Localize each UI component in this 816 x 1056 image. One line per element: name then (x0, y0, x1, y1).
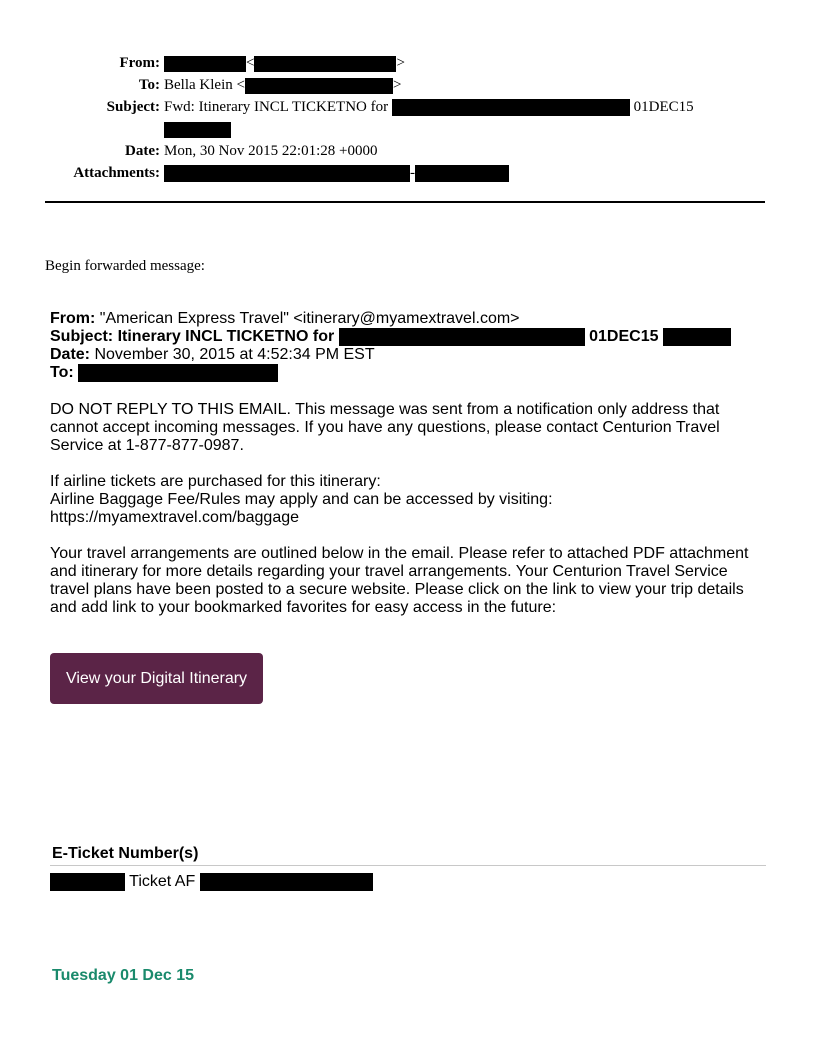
subject-label: Subject: (106, 99, 160, 115)
attachments-label: Attachments: (73, 165, 160, 181)
subject-row (0, 96, 816, 118)
subject-value: Fwd: Itinerary INCL TICKETNO for 01DEC15 (164, 99, 694, 115)
fwd-from-row (50, 310, 731, 328)
eticket-row (50, 873, 373, 891)
fwd-from-label: From: (50, 310, 96, 327)
email-header (0, 52, 816, 184)
baggage-paragraph: If airline tickets are purchased for this itinerary: Airline Baggage Fee/Rules may apply and can be accessed by visiting: https://myamextravel.com/baggage (50, 473, 766, 527)
fwd-subject-row: Subject: Itinerary INCL TICKETNO for 01DEC15 (50, 328, 731, 346)
fwd-subject-label: Subject: (50, 328, 114, 346)
view-itinerary-button[interactable]: View your Digital Itinerary (50, 653, 263, 704)
ticket-text: Ticket AF (129, 873, 196, 891)
attachments-row (0, 162, 816, 184)
to-row (0, 74, 816, 96)
arrangements-paragraph: Your travel arrangements are outlined below in the email. Please refer to attached PDF attachment and itinerary for more details regarding your travel arrangements. Your Centurion Travel Service travel plans have been posted to a secure website. Please click on the link to view your trip details and add link to your bookmarked favorites for easy access in the future: (50, 545, 749, 616)
redacted-ticket-holder (50, 873, 125, 891)
from-label: From: (119, 55, 160, 71)
fwd-date-row (50, 346, 731, 364)
date-row (0, 140, 816, 162)
date-label: Date: (125, 143, 160, 159)
fwd-to-label: To: (50, 364, 74, 382)
redacted-traveler-name-2 (339, 328, 585, 346)
fwd-date-value: November 30, 2015 at 4:52:34 PM EST (94, 346, 375, 364)
redacted-traveler-name (392, 99, 630, 116)
fwd-from-value: "American Express Travel" <itinerary@myamextravel.com> (99, 310, 520, 327)
to-value: Bella Klein < > (164, 77, 402, 93)
notice-paragraph: DO NOT REPLY TO THIS EMAIL. This message was sent from a notification only address that cannot accept incoming messages. If you have any questions, please contact Centurion Travel Service at 1-877-877-0987. (50, 401, 720, 454)
attachments-value[interactable]: - (164, 162, 509, 184)
to-label: To: (138, 77, 160, 93)
redacted-ticket-number (200, 873, 373, 891)
date-value: Mon, 30 Nov 2015 22:01:28 +0000 (164, 143, 378, 159)
forwarded-header (50, 310, 731, 382)
eticket-title: E-Ticket Number(s) (52, 845, 199, 862)
subject-row-continued (0, 118, 816, 140)
forward-intro: Begin forwarded message: (45, 258, 205, 274)
baggage-link[interactable]: https://myamextravel.com/baggage (50, 509, 300, 526)
from-row (0, 52, 816, 74)
redacted-attachment-name (164, 165, 410, 182)
redacted-fwd-recipient (78, 364, 278, 382)
eticket-divider (50, 865, 766, 866)
header-divider (45, 201, 765, 203)
day-heading: Tuesday 01 Dec 15 (52, 967, 195, 984)
to-name: Bella Klein < (164, 77, 245, 93)
redacted-subject-tail (164, 122, 231, 138)
redacted-sender-name (164, 56, 246, 72)
redacted-subject-tail-2 (663, 328, 731, 346)
from-value: < > (164, 52, 405, 74)
fwd-to-row (50, 364, 731, 382)
redacted-recipient-email (245, 78, 393, 94)
redacted-sender-email (254, 56, 396, 72)
fwd-date-label: Date: (50, 346, 91, 364)
redacted-attachment-suffix (415, 165, 509, 182)
